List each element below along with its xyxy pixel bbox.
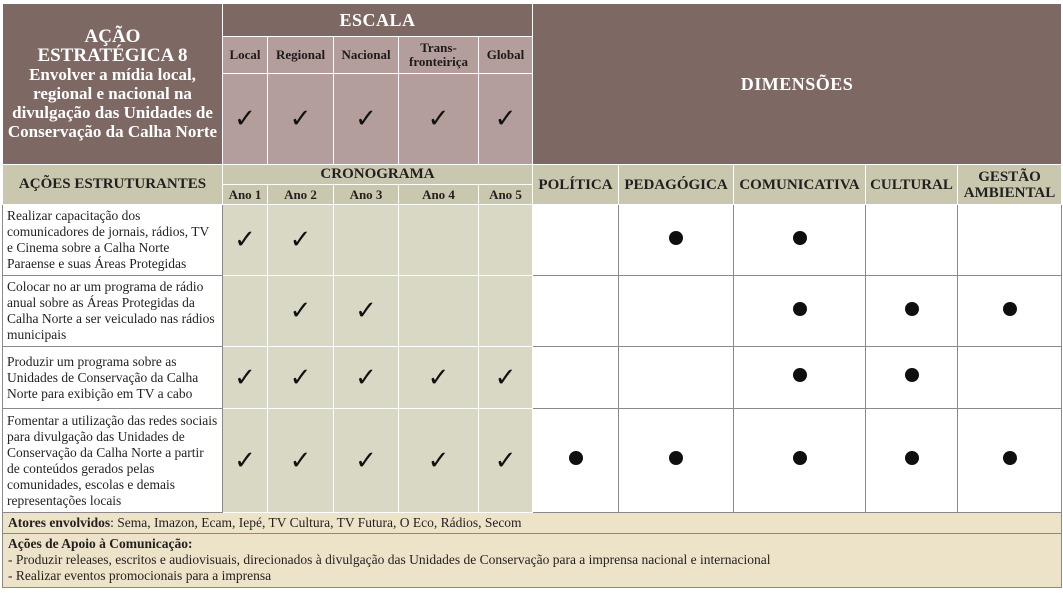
year-1-cell xyxy=(223,205,268,276)
year-2-cell xyxy=(268,205,334,276)
apoio-item: - Produzir releases, escritos e audiovisuais, direcionados à divulgação das Unidades de Conservação para a imprensa nacional e internacional xyxy=(8,552,771,567)
year-5-cell xyxy=(479,205,533,276)
escala-col-regional: Regional xyxy=(268,37,334,74)
year-2-cell xyxy=(268,347,334,409)
year-5-cell xyxy=(479,409,533,513)
year-1-cell xyxy=(223,276,268,347)
escala-check-cell xyxy=(223,74,268,165)
bullet-dot-icon xyxy=(793,302,807,316)
year-3-header: Ano 3 xyxy=(334,185,399,205)
dimension-comunicativa-cell xyxy=(734,347,866,409)
bullet-dot-icon xyxy=(669,451,683,465)
acoes-estruturantes-header: AÇÕES ESTRUTURANTES xyxy=(3,165,223,205)
bullet-dot-icon xyxy=(1003,302,1017,316)
check-icon: ✓ xyxy=(427,362,450,393)
bullet-dot-icon xyxy=(793,231,807,245)
year-5-cell xyxy=(479,347,533,409)
dimension-politica-cell xyxy=(533,276,619,347)
check-icon: ✓ xyxy=(234,225,256,255)
dimension-cultural-cell xyxy=(866,347,958,409)
check-icon: ✓ xyxy=(234,362,256,393)
table-row xyxy=(3,409,1062,513)
check-icon: ✓ xyxy=(494,104,517,134)
bullet-dot-icon xyxy=(905,368,919,382)
bullet-dot-icon xyxy=(1003,451,1017,465)
dimension-cultural: CULTURAL xyxy=(866,165,958,205)
bullet-dot-icon xyxy=(669,231,683,245)
check-icon: ✓ xyxy=(289,296,312,326)
dimension-cultural-cell xyxy=(866,409,958,513)
title-description: Envolver a mídia local, regional e nacional na divulgação das Unidades de Conservação da Calha Norte xyxy=(7,65,218,141)
check-icon: ✓ xyxy=(355,104,377,134)
dimension-pedagogica-cell xyxy=(619,205,734,276)
bullet-dot-icon xyxy=(569,451,583,465)
strategic-action-table xyxy=(2,3,1062,588)
check-icon: ✓ xyxy=(355,296,377,326)
escala-col-global: Global xyxy=(479,37,533,74)
escala-check-cell xyxy=(399,74,479,165)
bullet-dot-icon xyxy=(793,368,807,382)
dimension-comunicativa-cell xyxy=(734,409,866,513)
dimension-pedagogica-cell xyxy=(619,347,734,409)
year-4-cell xyxy=(399,205,479,276)
title-line-2: ESTRATÉGICA 8 xyxy=(37,45,188,66)
apoio-label: Ações de Apoio à Comunicação: xyxy=(8,536,193,551)
cronograma-header: CRONOGRAMA xyxy=(223,165,533,185)
dimension-gestao-ambiental: GESTÃO AMBIENTAL xyxy=(958,165,1062,205)
escala-check-cell xyxy=(479,74,533,165)
escala-check-cell xyxy=(334,74,399,165)
dimension-pedagogica: PEDAGÓGICA xyxy=(619,165,734,205)
escala-check-cell xyxy=(268,74,334,165)
year-1-header: Ano 1 xyxy=(223,185,268,205)
dimension-pedagogica-cell xyxy=(619,276,734,347)
check-icon: ✓ xyxy=(355,362,377,393)
dimension-comunicativa-cell xyxy=(734,205,866,276)
escala-col-local: Local xyxy=(223,37,268,74)
check-icon: ✓ xyxy=(494,362,517,393)
check-icon: ✓ xyxy=(355,445,377,476)
bullet-dot-icon xyxy=(905,302,919,316)
dimension-politica: POLÍTICA xyxy=(533,165,619,205)
check-icon: ✓ xyxy=(289,104,312,134)
year-2-cell xyxy=(268,276,334,347)
year-3-cell xyxy=(334,347,399,409)
action-description: Fomentar a utilização das redes sociais para divulgação das Unidades de Conservação da Calha Norte a partir de conteúdos gerados pelas comunidades, escolas e demais representações locais xyxy=(3,409,223,513)
year-5-header: Ano 5 xyxy=(479,185,533,205)
apoio-item: - Realizar eventos promocionais para a imprensa xyxy=(8,568,272,583)
bullet-dot-icon xyxy=(905,451,919,465)
year-4-header: Ano 4 xyxy=(399,185,479,205)
year-5-cell xyxy=(479,276,533,347)
title-line-1: AÇÃO xyxy=(84,26,141,47)
year-4-cell xyxy=(399,409,479,513)
dimension-cultural-cell xyxy=(866,276,958,347)
action-rows xyxy=(3,205,1062,513)
dimension-comunicativa-cell xyxy=(734,276,866,347)
dimension-cultural-cell xyxy=(866,205,958,276)
strategic-action-title xyxy=(3,4,223,165)
dimension-comunicativa: COMUNICATIVA xyxy=(734,165,866,205)
dimension-gestao-ambiental-cell xyxy=(958,276,1062,347)
dimension-pedagogica-cell xyxy=(619,409,734,513)
escala-col-nacional: Nacional xyxy=(334,37,399,74)
check-icon: ✓ xyxy=(289,225,312,255)
dimension-politica-cell xyxy=(533,347,619,409)
bullet-dot-icon xyxy=(793,451,807,465)
dimension-gestao-ambiental-cell xyxy=(958,205,1062,276)
year-3-cell xyxy=(334,409,399,513)
action-description: Produzir um programa sobre as Unidades de Conservação da Calha Norte para exibição em TV a cabo xyxy=(3,347,223,409)
dimension-gestao-ambiental-cell xyxy=(958,347,1062,409)
year-4-cell xyxy=(399,347,479,409)
year-3-cell xyxy=(334,205,399,276)
year-1-cell xyxy=(223,409,268,513)
table-row xyxy=(3,205,1062,276)
dimension-politica-cell xyxy=(533,205,619,276)
action-description: Colocar no ar um programa de rádio anual sobre as Áreas Protegidas da Calha Norte a ser veiculado nas rádios municipais xyxy=(3,276,223,347)
atores-envolvidos: Atores envolvidos: Sema, Imazon, Ecam, Iepé, TV Cultura, TV Futura, O Eco, Rádios, Secom xyxy=(3,513,1062,534)
dimensoes-header: DIMENSÕES xyxy=(533,4,1062,165)
acoes-de-apoio xyxy=(3,534,1062,588)
check-icon: ✓ xyxy=(234,104,256,134)
year-4-cell xyxy=(399,276,479,347)
check-icon: ✓ xyxy=(427,104,450,134)
year-2-header: Ano 2 xyxy=(268,185,334,205)
dimension-gestao-ambiental-cell xyxy=(958,409,1062,513)
year-2-cell xyxy=(268,409,334,513)
table-row xyxy=(3,347,1062,409)
check-icon: ✓ xyxy=(289,445,312,476)
check-icon: ✓ xyxy=(289,362,312,393)
dimension-politica-cell xyxy=(533,409,619,513)
escala-header: ESCALA xyxy=(223,4,533,37)
escala-col-transfronteirica: Trans- fronteiriça xyxy=(399,37,479,74)
year-1-cell xyxy=(223,347,268,409)
check-icon: ✓ xyxy=(427,445,450,476)
year-3-cell xyxy=(334,276,399,347)
table-row xyxy=(3,276,1062,347)
check-icon: ✓ xyxy=(494,445,517,476)
action-description: Realizar capacitação dos comunicadores de jornais, rádios, TV e Cinema sobre a Calha Norte Paraense e suas Áreas Protegidas xyxy=(3,205,223,276)
check-icon: ✓ xyxy=(234,445,256,476)
